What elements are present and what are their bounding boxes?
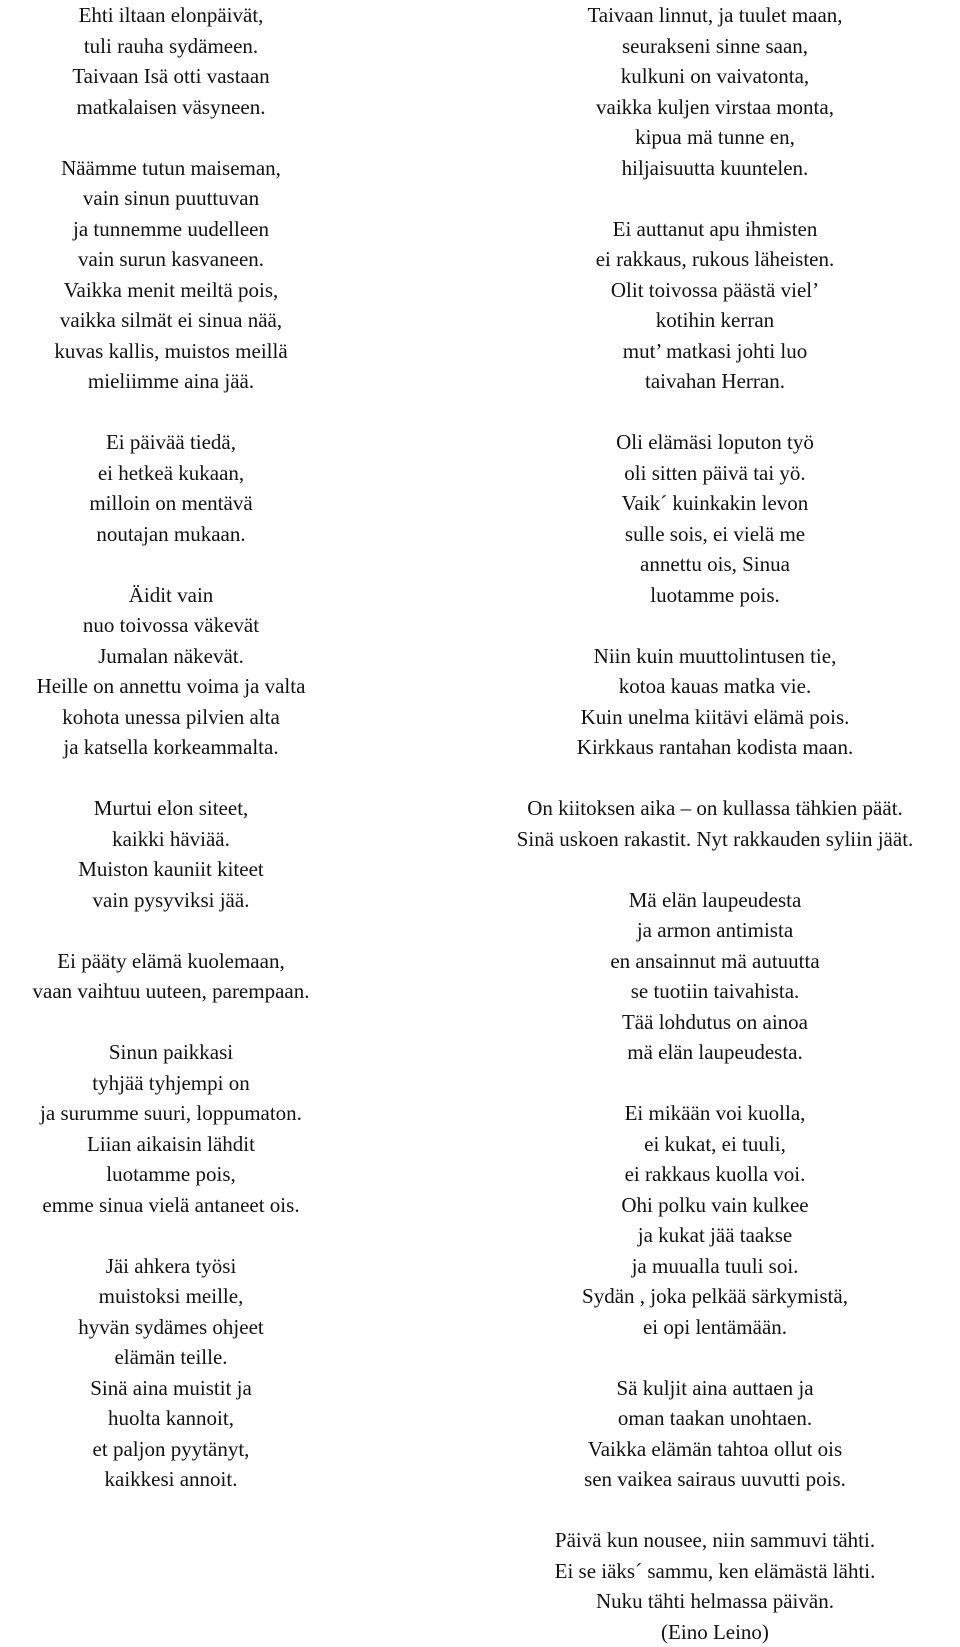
verse-line: hyvän sydämes ohjeet — [0, 1312, 342, 1343]
stanza-gap — [470, 1068, 960, 1099]
stanza-gap — [0, 1007, 342, 1038]
verse-line: Vaikka elämän tahtoa ollut ois — [470, 1434, 960, 1465]
verse-line: ja surumme suuri, loppumaton. — [0, 1098, 342, 1129]
verse-line: noutajan mukaan. — [0, 519, 342, 550]
verse-line: Ei päivää tiedä, — [0, 427, 342, 458]
verse-line: Ohi polku vain kulkee — [470, 1190, 960, 1221]
verse-line: emme sinua vielä antaneet ois. — [0, 1190, 342, 1221]
verse-line: kipua mä tunne en, — [470, 122, 960, 153]
verse-line: seurakseni sinne saan, — [470, 31, 960, 62]
verse-line: Sinun paikkasi — [0, 1037, 342, 1068]
verse-line: Päivä kun nousee, niin sammuvi tähti. — [470, 1525, 960, 1556]
verse-line: ei opi lentämään. — [470, 1312, 960, 1343]
verse-line: vain surun kasvaneen. — [0, 244, 342, 275]
verse-line: luotamme pois. — [470, 580, 960, 611]
verse-line: Ei mikään voi kuolla, — [470, 1098, 960, 1129]
verse-line: kotoa kauas matka vie. — [470, 671, 960, 702]
verse-line: vaikka silmät ei sinua nää, — [0, 305, 342, 336]
stanza-gap — [0, 1220, 342, 1251]
verse-line: kulkuni on vaivatonta, — [470, 61, 960, 92]
verse-line: Ei se iäks´ sammu, ken elämästä lähti. — [470, 1556, 960, 1587]
verse-line: Ehti iltaan elonpäivät, — [0, 0, 342, 31]
stanza — [470, 1525, 960, 1647]
right-poem-column — [470, 0, 960, 1647]
verse-line: elämän teille. — [0, 1342, 342, 1373]
stanza-gap — [0, 397, 342, 428]
verse-line: Äidit vain — [0, 580, 342, 611]
verse-line: Tää lohdutus on ainoa — [470, 1007, 960, 1038]
verse-line: annettu ois, Sinua — [470, 549, 960, 580]
stanza-gap — [470, 763, 960, 794]
verse-line: kuvas kallis, muistos meillä — [0, 336, 342, 367]
verse-line: muistoksi meille, — [0, 1281, 342, 1312]
verse-line: mut’ matkasi johti luo — [470, 336, 960, 367]
left-poem-column — [0, 0, 342, 1495]
stanza — [0, 1251, 342, 1495]
stanza-gap — [0, 915, 342, 946]
stanza-gap — [0, 763, 342, 794]
verse-line: ei rakkaus, rukous läheisten. — [470, 244, 960, 275]
verse-line: Sinä aina muistit ja — [0, 1373, 342, 1404]
verse-line: Taivaan Isä otti vastaan — [0, 61, 342, 92]
verse-line: hiljaisuutta kuuntelen. — [470, 153, 960, 184]
verse-line: ei rakkaus kuolla voi. — [470, 1159, 960, 1190]
verse-line: kohota unessa pilvien alta — [0, 702, 342, 733]
verse-line: Oli elämäsi loputon työ — [470, 427, 960, 458]
verse-line: et paljon pyytänyt, — [0, 1434, 342, 1465]
verse-line: taivahan Herran. — [470, 366, 960, 397]
stanza — [470, 1098, 960, 1342]
stanza — [0, 427, 342, 549]
verse-line: Sä kuljit aina auttaen ja — [470, 1373, 960, 1404]
stanza — [470, 641, 960, 763]
verse-line: vaan vaihtuu uuteen, parempaan. — [0, 976, 342, 1007]
verse-line: Vaik´ kuinkakin levon — [470, 488, 960, 519]
verse-line: kaikki häviää. — [0, 824, 342, 855]
stanza-gap — [470, 610, 960, 641]
stanza — [0, 1037, 342, 1220]
verse-line: Ei auttanut apu ihmisten — [470, 214, 960, 245]
verse-line: ja kukat jää taakse — [470, 1220, 960, 1251]
verse-line: kotihin kerran — [470, 305, 960, 336]
stanza-gap — [470, 183, 960, 214]
stanza-gap — [0, 122, 342, 153]
verse-line: Kirkkaus rantahan kodista maan. — [470, 732, 960, 763]
stanza-gap — [470, 854, 960, 885]
stanza — [470, 885, 960, 1068]
stanza — [470, 427, 960, 610]
verse-line: tyhjää tyhjempi on — [0, 1068, 342, 1099]
verse-line: Olit toivossa päästä viel’ — [470, 275, 960, 306]
verse-line: milloin on mentävä — [0, 488, 342, 519]
stanza — [0, 0, 342, 122]
verse-line: mieliimme aina jää. — [0, 366, 342, 397]
verse-line: oli sitten päivä tai yö. — [470, 458, 960, 489]
verse-line: luotamme pois, — [0, 1159, 342, 1190]
stanza — [470, 0, 960, 183]
verse-line: en ansainnut mä autuutta — [470, 946, 960, 977]
stanza — [0, 580, 342, 763]
verse-line: Sydän , joka pelkää särkymistä, — [470, 1281, 960, 1312]
verse-line: Jumalan näkevät. — [0, 641, 342, 672]
verse-line: ei kukat, ei tuuli, — [470, 1129, 960, 1160]
stanza — [0, 946, 342, 1007]
stanza-gap — [470, 1342, 960, 1373]
stanza-gap — [0, 549, 342, 580]
verse-line: Ei pääty elämä kuolemaan, — [0, 946, 342, 977]
verse-line: Niin kuin muuttolintusen tie, — [470, 641, 960, 672]
verse-line: Näämme tutun maiseman, — [0, 153, 342, 184]
verse-line: Liian aikaisin lähdit — [0, 1129, 342, 1160]
verse-line: ja katsella korkeammalta. — [0, 732, 342, 763]
verse-line: matkalaisen väsyneen. — [0, 92, 342, 123]
verse-line: Nuku tähti helmassa päivän. — [470, 1586, 960, 1617]
stanza — [0, 153, 342, 397]
verse-line: Vaikka menit meiltä pois, — [0, 275, 342, 306]
verse-line: Taivaan linnut, ja tuulet maan, — [470, 0, 960, 31]
poem-author-attribution: (Eino Leino) — [470, 1617, 960, 1647]
verse-line: Murtui elon siteet, — [0, 793, 342, 824]
stanza — [0, 793, 342, 915]
verse-line: ja armon antimista — [470, 915, 960, 946]
verse-line: Sinä uskoen rakastit. Nyt rakkauden syliin jäät. — [470, 824, 960, 855]
verse-line: tuli rauha sydämeen. — [0, 31, 342, 62]
stanza-gap — [470, 397, 960, 428]
verse-line: vaikka kuljen virstaa monta, — [470, 92, 960, 123]
verse-line: ei hetkeä kukaan, — [0, 458, 342, 489]
verse-line: ja muualla tuuli soi. — [470, 1251, 960, 1282]
verse-line: vain pysyviksi jää. — [0, 885, 342, 916]
verse-line: Mä elän laupeudesta — [470, 885, 960, 916]
verse-line: huolta kannoit, — [0, 1403, 342, 1434]
verse-line: On kiitoksen aika – on kullassa tähkien päät. — [470, 793, 960, 824]
stanza — [470, 1373, 960, 1495]
verse-line: Heille on annettu voima ja valta — [0, 671, 342, 702]
verse-line: ja tunnemme uudelleen — [0, 214, 342, 245]
verse-line: vain sinun puuttuvan — [0, 183, 342, 214]
verse-line: sulle sois, ei vielä me — [470, 519, 960, 550]
stanza — [470, 793, 960, 854]
verse-line: nuo toivossa väkevät — [0, 610, 342, 641]
verse-line: Kuin unelma kiitävi elämä pois. — [470, 702, 960, 733]
verse-line: se tuotiin taivahista. — [470, 976, 960, 1007]
verse-line: mä elän laupeudesta. — [470, 1037, 960, 1068]
verse-line: sen vaikea sairaus uuvutti pois. — [470, 1464, 960, 1495]
verse-line: Jäi ahkera työsi — [0, 1251, 342, 1282]
verse-line: oman taakan unohtaen. — [470, 1403, 960, 1434]
verse-line: kaikkesi annoit. — [0, 1464, 342, 1495]
stanza-gap — [470, 1495, 960, 1526]
stanza — [470, 214, 960, 397]
verse-line: Muiston kauniit kiteet — [0, 854, 342, 885]
